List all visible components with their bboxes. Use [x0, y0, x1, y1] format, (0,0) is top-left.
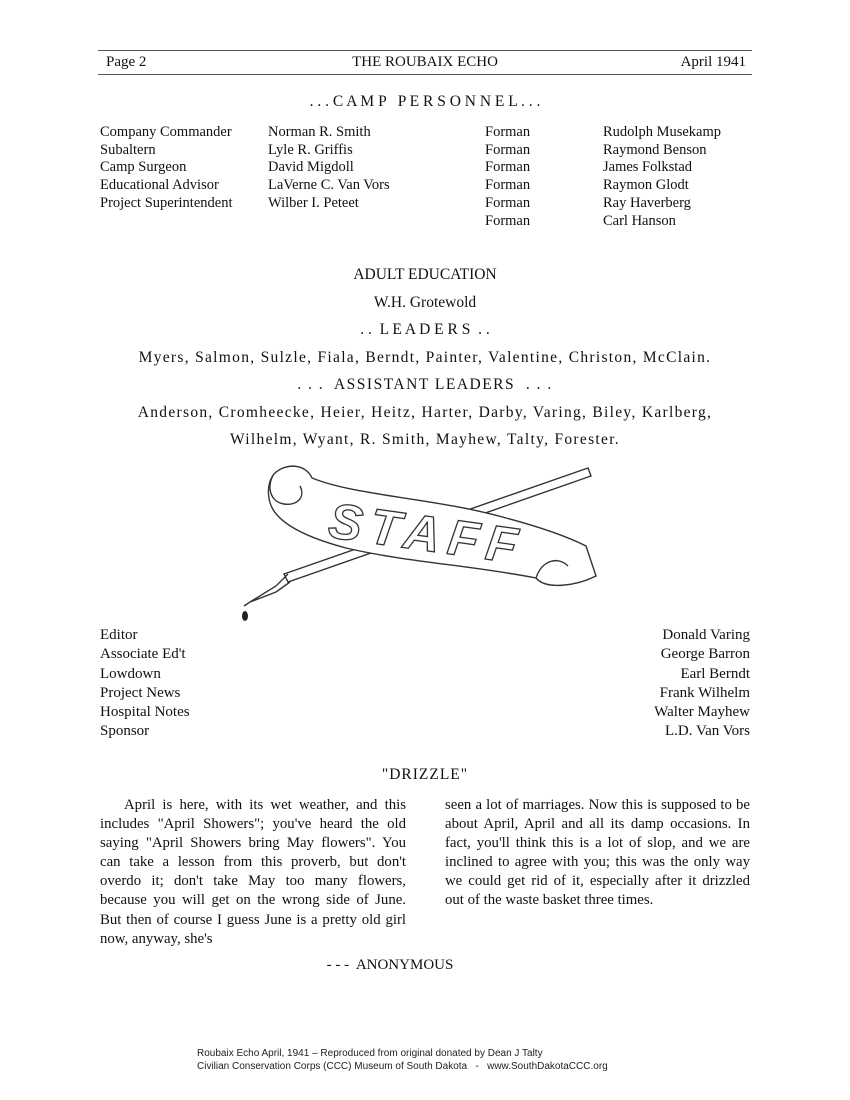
- foreman-title: Forman: [485, 141, 531, 158]
- header-top-rule: [98, 50, 752, 51]
- camp-personnel-heading: . . . C A M P P E R S O N N E L . . .: [309, 93, 541, 110]
- personnel-name: Wilber I. Peteet: [268, 194, 359, 211]
- staff-name: L.D. Van Vors: [664, 723, 750, 740]
- staff-role: Project News: [100, 684, 181, 701]
- staff-role: Hospital Notes: [100, 704, 190, 721]
- foreman-title: Forman: [485, 212, 531, 229]
- staff-role: Associate Ed't: [100, 646, 186, 663]
- personnel-title: Educational Advisor: [100, 177, 219, 194]
- assistant-leaders-heading: . . . ASSISTANT LEADERS . . .: [297, 376, 553, 393]
- adult-education-heading: ADULT EDUCATION: [353, 266, 497, 283]
- staff-roles: [100, 626, 190, 742]
- foreman-names: [603, 124, 721, 230]
- foreman-name: Carl Hanson: [603, 212, 676, 229]
- foreman-name: James Folkstad: [603, 159, 693, 176]
- staff-banner-illustration: [236, 456, 616, 628]
- staff-role: Sponsor: [100, 723, 150, 740]
- staff-role: Editor: [100, 627, 138, 643]
- issue-date: April 1941: [680, 54, 746, 70]
- footer: [197, 1048, 608, 1073]
- foreman-name: Ray Haverberg: [603, 194, 691, 211]
- personnel-name: LaVerne C. Van Vors: [268, 177, 390, 194]
- staff-name: George Barron: [660, 646, 750, 663]
- foreman-title: Forman: [485, 124, 531, 140]
- foreman-title: Forman: [485, 177, 531, 194]
- staff-names: [560, 626, 750, 742]
- personnel-name: Norman R. Smith: [268, 124, 371, 140]
- assistant-leaders-line-2: Wilhelm, Wyant, R. Smith, Mayhew, Talty, Forester.: [230, 431, 620, 448]
- article-signature: - - - ANONYMOUS: [326, 957, 454, 973]
- article-column-2: seen a lot of marriages. Now this is supposed to be about April, April and all its damp occasions. In fact, you'll think this is a lot of slop, and we are inclined to agree with you; this was the only way we could get rid of it, especially after it drizzled out of the waste basket three times.: [445, 797, 750, 909]
- personnel-names: [268, 124, 390, 213]
- foreman-title: Forman: [485, 159, 531, 176]
- header-bottom-rule: [98, 74, 752, 75]
- page-number: Page 2: [106, 54, 147, 70]
- personnel-name: David Migdoll: [268, 159, 354, 176]
- leaders-list: Myers, Salmon, Sulzle, Fiala, Berndt, Painter, Valentine, Christon, McClain.: [138, 349, 712, 366]
- personnel-title: Project Superintendent: [100, 194, 233, 211]
- staff-name: Walter Mayhew: [654, 704, 750, 721]
- article-column-1: April is here, with its wet weather, and this includes "April Showers"; you've heard the old saying "April Showers bring May flowers". You can take a lesson from this proverb, but don't overdo it; don't take May too many flowers, because you will get on the wrong side of June. But then of course I guess June is a pretty old girl now, anyway, she's: [100, 797, 406, 947]
- personnel-title: Subaltern: [100, 141, 156, 158]
- education-director: W.H. Grotewold: [373, 294, 477, 311]
- foreman-title: Forman: [485, 194, 531, 211]
- assistant-leaders-line-1: Anderson, Cromheecke, Heier, Heitz, Harter, Darby, Varing, Biley, Karlberg,: [137, 404, 713, 421]
- personnel-name: Lyle R. Griffis: [268, 141, 353, 158]
- staff-role: Lowdown: [100, 665, 161, 682]
- footer-line-1: Roubaix Echo April, 1941 – Reproduced from original donated by Dean J Talty: [197, 1048, 543, 1059]
- personnel-title: Company Commander: [100, 124, 232, 140]
- personnel-title: Camp Surgeon: [100, 159, 187, 176]
- staff-name: Frank Wilhelm: [659, 684, 750, 701]
- staff-name: Earl Berndt: [680, 665, 750, 682]
- staff-banner-text: STAFF: [325, 492, 529, 576]
- foreman-name: Raymon Glodt: [603, 177, 689, 194]
- foreman-name: Raymond Benson: [603, 141, 707, 158]
- article-title: "DRIZZLE": [381, 766, 469, 783]
- leaders-heading: . . L E A D E R S . .: [360, 321, 490, 338]
- newspaper-title: THE ROUBAIX ECHO: [352, 54, 498, 70]
- foreman-name: Rudolph Musekamp: [603, 124, 722, 140]
- footer-line-2: Civilian Conservation Corps (CCC) Museum of South Dakota - www.SouthDakotaCCC.org: [197, 1060, 608, 1072]
- personnel-titles: [100, 124, 232, 213]
- staff-name: Donald Varing: [662, 627, 750, 643]
- foreman-titles: [485, 124, 530, 230]
